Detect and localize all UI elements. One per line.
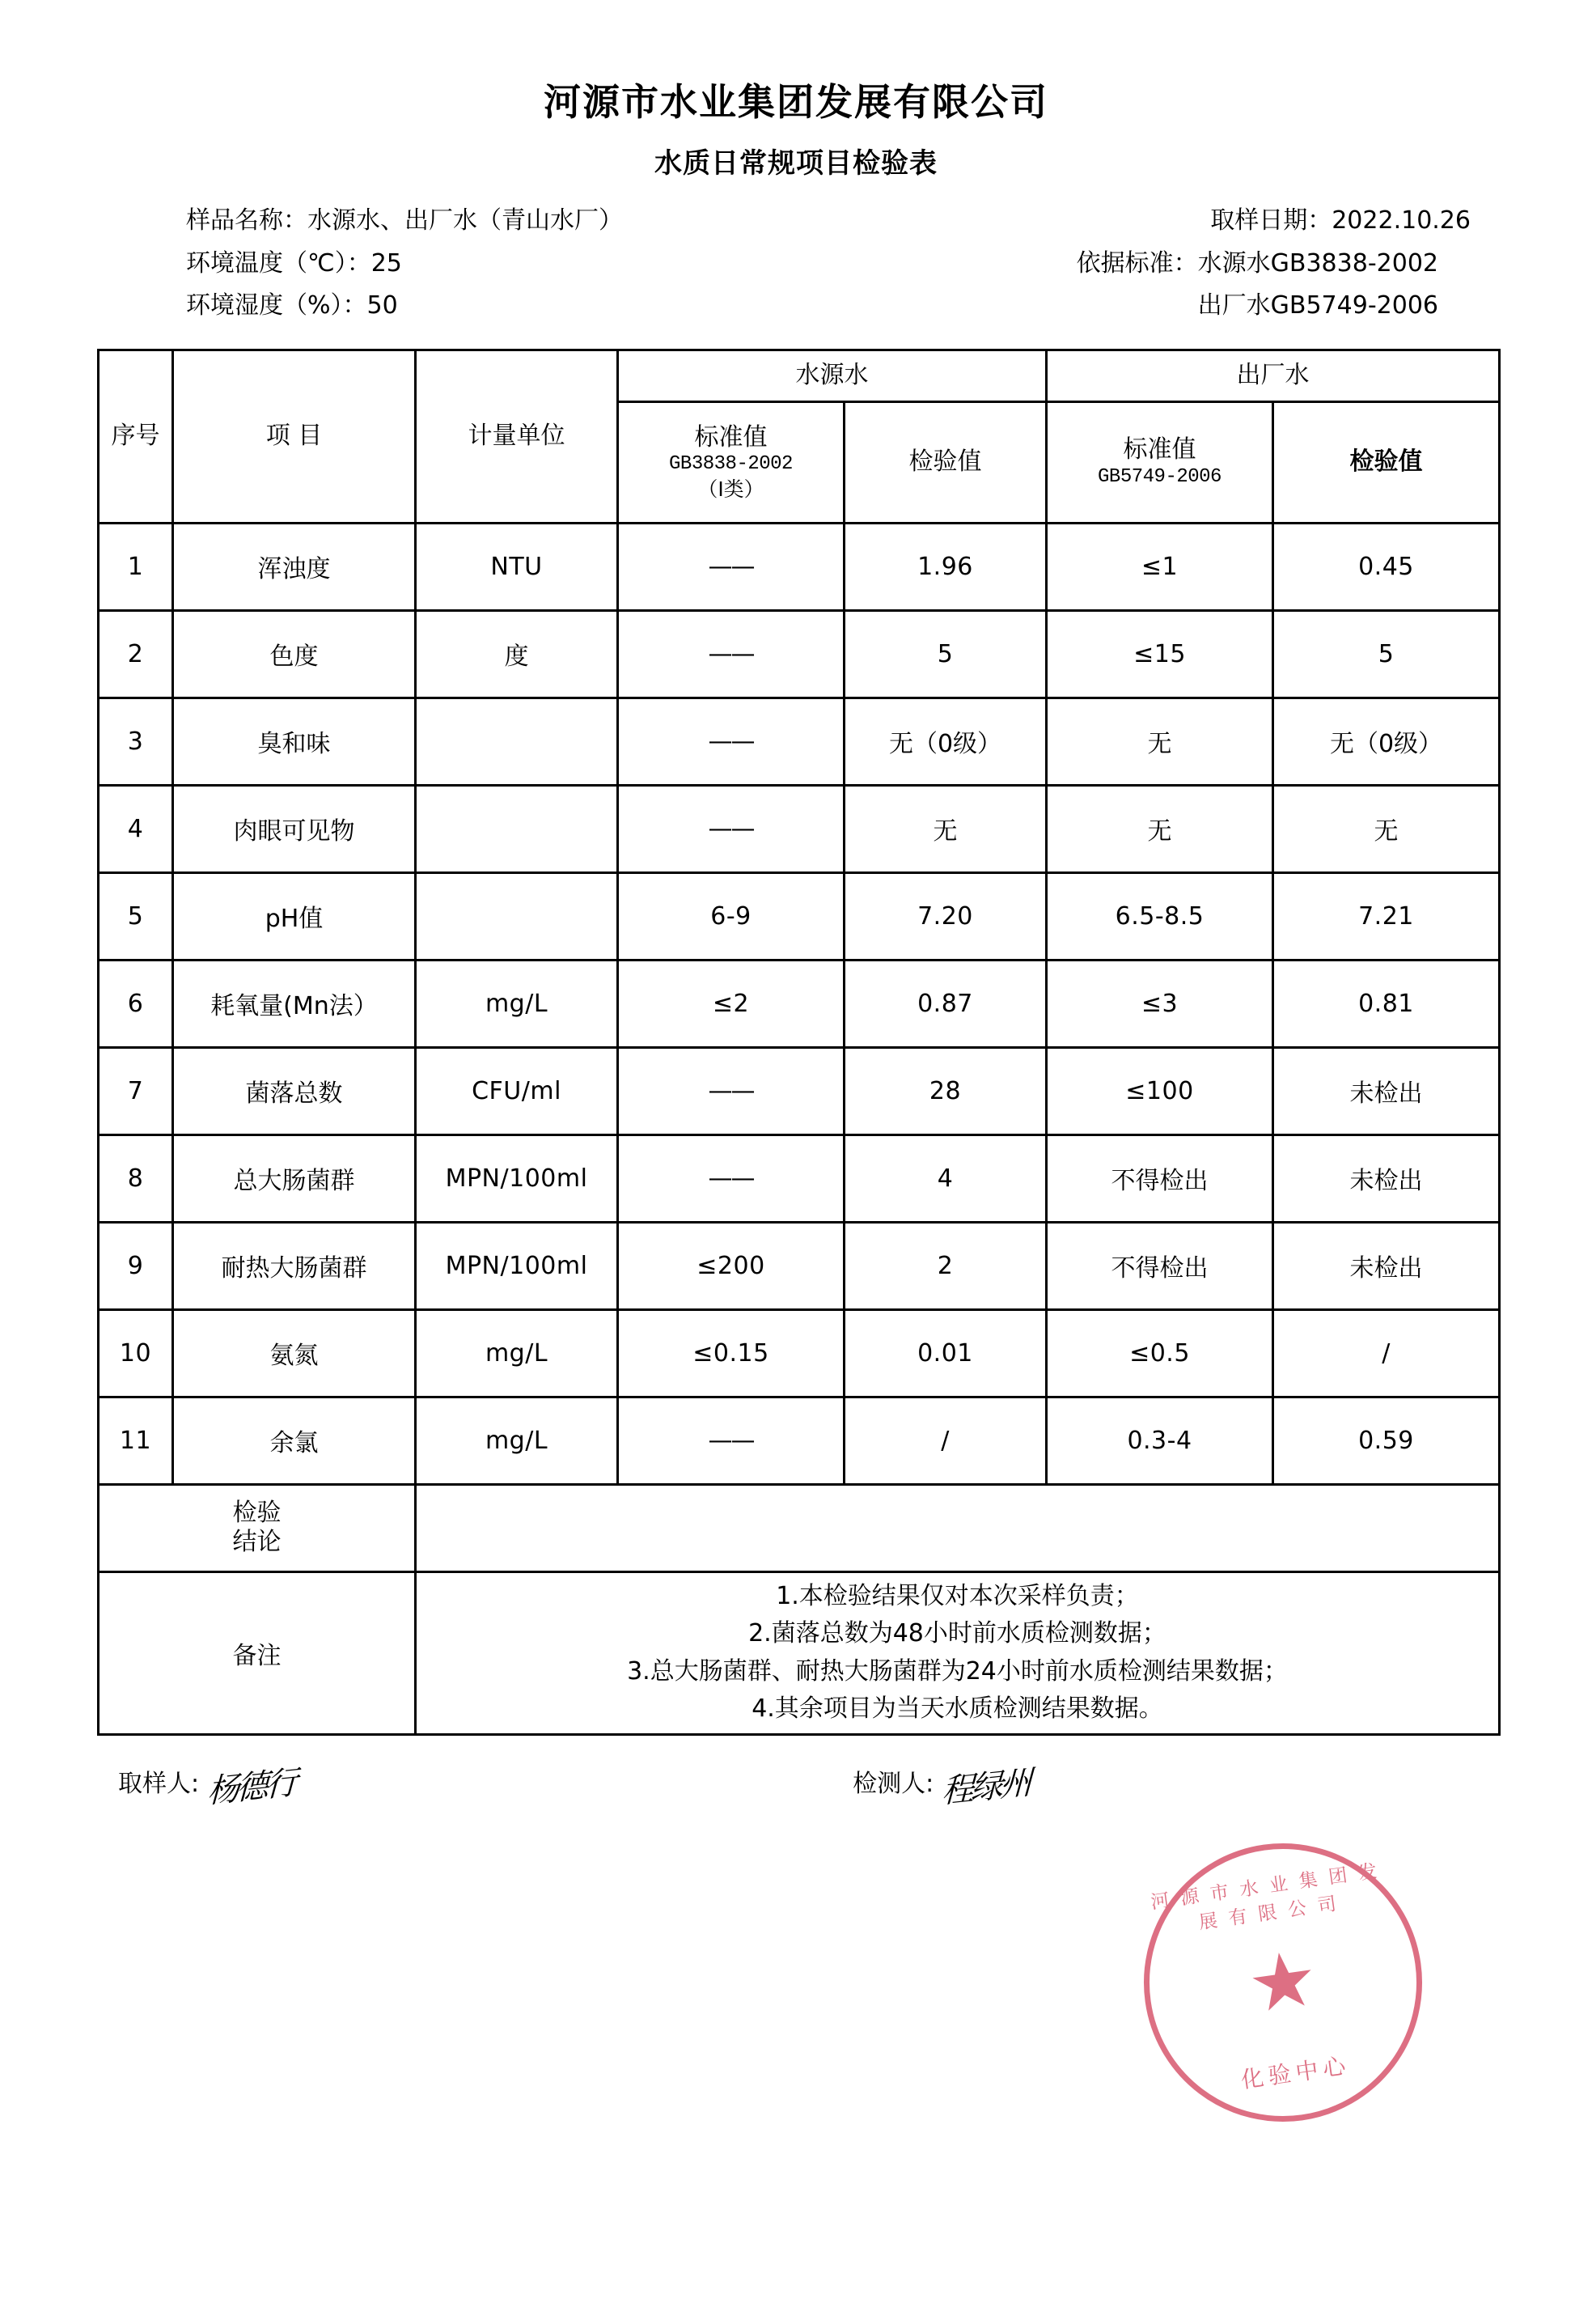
meta-row-humidity bbox=[186, 285, 1471, 328]
col-header-val-source: 检验值 bbox=[845, 401, 1047, 523]
standard-basis-finished: 出厂水GB5749-2006 bbox=[1197, 291, 1438, 320]
row-std-source: 6-9 bbox=[618, 872, 845, 960]
company-seal-stamp bbox=[1126, 1826, 1441, 2140]
row-item: pH值 bbox=[173, 872, 416, 960]
row-std-source: —— bbox=[618, 610, 845, 698]
row-val-source: 4 bbox=[845, 1134, 1047, 1222]
row-std-finished: ≤1 bbox=[1047, 523, 1273, 610]
row-no: 5 bbox=[99, 872, 173, 960]
row-std-source: ≤0.15 bbox=[618, 1309, 845, 1397]
col-header-unit: 计量单位 bbox=[416, 350, 618, 523]
report-title: 水质日常规项目检验表 bbox=[654, 147, 938, 180]
row-val-finished: 7.21 bbox=[1273, 872, 1500, 960]
row-std-finished: ≤100 bbox=[1047, 1047, 1273, 1134]
row-item: 耗氧量(Mn法） bbox=[173, 960, 416, 1047]
row-val-source: 无（0级） bbox=[845, 698, 1047, 785]
row-item: 氨氮 bbox=[173, 1309, 416, 1397]
row-std-finished: 6.5-8.5 bbox=[1047, 872, 1273, 960]
table-row bbox=[99, 698, 1500, 785]
conclusion-label bbox=[99, 1484, 416, 1571]
row-std-source: —— bbox=[618, 698, 845, 785]
col-header-item: 项 目 bbox=[173, 350, 416, 523]
row-val-finished: 0.59 bbox=[1273, 1397, 1500, 1484]
row-val-finished: / bbox=[1273, 1309, 1500, 1397]
table-row bbox=[99, 1047, 1500, 1134]
remark-row bbox=[99, 1571, 1500, 1734]
row-item: 臭和味 bbox=[173, 698, 416, 785]
row-val-source: 2 bbox=[845, 1222, 1047, 1309]
row-no: 9 bbox=[99, 1222, 173, 1309]
col-header-val-finished: 检验值 bbox=[1273, 401, 1500, 523]
row-no: 10 bbox=[99, 1309, 173, 1397]
remark-list bbox=[420, 1578, 1495, 1728]
row-std-finished: 0.3-4 bbox=[1047, 1397, 1273, 1484]
row-val-finished: 0.81 bbox=[1273, 960, 1500, 1047]
std-finished-line1: 标准值 bbox=[1123, 435, 1196, 464]
row-val-source: 0.87 bbox=[845, 960, 1047, 1047]
standard-basis-source: 依据标准：水源水GB3838-2002 bbox=[1076, 248, 1438, 278]
col-header-std-source bbox=[618, 401, 845, 523]
row-unit: mg/L bbox=[416, 1397, 618, 1484]
table-row bbox=[99, 610, 1500, 698]
row-unit: 度 bbox=[416, 610, 618, 698]
ambient-temperature: 环境温度（℃）：25 bbox=[186, 248, 402, 278]
row-no: 2 bbox=[99, 610, 173, 698]
row-unit bbox=[416, 785, 618, 872]
remark-text bbox=[416, 1571, 1500, 1734]
row-item: 肉眼可见物 bbox=[173, 785, 416, 872]
tester-signature: 程绿州 bbox=[941, 1763, 1030, 1811]
row-item: 浑浊度 bbox=[173, 523, 416, 610]
row-std-source: ≤2 bbox=[618, 960, 845, 1047]
row-val-source: 0.01 bbox=[845, 1309, 1047, 1397]
table-row bbox=[99, 1222, 1500, 1309]
sampler-label: 取样人: bbox=[118, 1769, 200, 1798]
std-source-line2: GB3838-2002 bbox=[669, 453, 793, 476]
row-std-source: —— bbox=[618, 1047, 845, 1134]
sampler-signature: 杨德行 bbox=[206, 1763, 295, 1811]
std-finished-line2: GB5749-2006 bbox=[1098, 465, 1222, 488]
row-no: 1 bbox=[99, 523, 173, 610]
std-source-line1: 标准值 bbox=[694, 422, 768, 452]
row-no: 8 bbox=[99, 1134, 173, 1222]
row-std-source: —— bbox=[618, 785, 845, 872]
row-val-finished: 无（0级） bbox=[1273, 698, 1500, 785]
row-std-finished: ≤15 bbox=[1047, 610, 1273, 698]
remark-label: 备注 bbox=[99, 1571, 416, 1734]
row-unit: mg/L bbox=[416, 960, 618, 1047]
tester-label: 检测人: bbox=[853, 1769, 934, 1798]
row-no: 6 bbox=[99, 960, 173, 1047]
report-meta bbox=[97, 200, 1495, 328]
std-source-line3: （Ⅰ类） bbox=[697, 477, 764, 502]
table-row bbox=[99, 1397, 1500, 1484]
row-std-finished: 无 bbox=[1047, 785, 1273, 872]
table-group-header-row bbox=[99, 350, 1500, 401]
star-icon: ★ bbox=[1243, 1935, 1323, 2029]
row-val-source: 1.96 bbox=[845, 523, 1047, 610]
row-std-source: ≤200 bbox=[618, 1222, 845, 1309]
row-val-finished: 未检出 bbox=[1273, 1222, 1500, 1309]
row-val-finished: 0.45 bbox=[1273, 523, 1500, 610]
row-std-source: —— bbox=[618, 523, 845, 610]
remark-item: 2.菌落总数为48小时前水质检测数据； bbox=[748, 1619, 1166, 1648]
row-val-source: 28 bbox=[845, 1047, 1047, 1134]
table-row bbox=[99, 1134, 1500, 1222]
conclusion-row bbox=[99, 1484, 1500, 1571]
row-unit: CFU/ml bbox=[416, 1047, 618, 1134]
row-unit: MPN/100ml bbox=[416, 1222, 618, 1309]
row-item: 余氯 bbox=[173, 1397, 416, 1484]
row-unit: mg/L bbox=[416, 1309, 618, 1397]
signature-area bbox=[97, 1763, 1495, 1811]
row-unit bbox=[416, 872, 618, 960]
meta-row-sample bbox=[186, 200, 1471, 243]
row-item: 色度 bbox=[173, 610, 416, 698]
water-quality-table bbox=[97, 349, 1501, 1736]
remark-item: 3.总大肠菌群、耐热大肠菌群为24小时前水质检测结果数据； bbox=[627, 1656, 1288, 1686]
table-row bbox=[99, 872, 1500, 960]
table-row bbox=[99, 785, 1500, 872]
conclusion-label-line2: 结论 bbox=[232, 1528, 282, 1556]
row-std-finished: ≤3 bbox=[1047, 960, 1273, 1047]
table-row bbox=[99, 1309, 1500, 1397]
conclusion-text bbox=[416, 1484, 1500, 1571]
row-unit: MPN/100ml bbox=[416, 1134, 618, 1222]
meta-row-temp bbox=[186, 243, 1471, 286]
stamp-top-text: 河源市水业集团发展有限公司 bbox=[1149, 1859, 1390, 1934]
row-no: 11 bbox=[99, 1397, 173, 1484]
row-std-finished: 不得检出 bbox=[1047, 1222, 1273, 1309]
sample-date: 取样日期：2022.10.26 bbox=[1210, 206, 1471, 235]
conclusion-label-line1: 检验 bbox=[232, 1499, 282, 1527]
col-header-no: 序号 bbox=[99, 350, 173, 523]
group-header-finished-water: 出厂水 bbox=[1047, 350, 1500, 401]
sample-name: 样品名称：水源水、出厂水（青山水厂） bbox=[186, 206, 623, 235]
row-unit bbox=[416, 698, 618, 785]
row-item: 菌落总数 bbox=[173, 1047, 416, 1134]
col-header-std-finished bbox=[1047, 401, 1273, 523]
row-item: 耐热大肠菌群 bbox=[173, 1222, 416, 1309]
row-std-source: —— bbox=[618, 1134, 845, 1222]
sampler-block bbox=[118, 1763, 295, 1811]
row-item: 总大肠菌群 bbox=[173, 1134, 416, 1222]
tester-block bbox=[853, 1763, 1030, 1811]
stamp-bottom-text: 化验中心 bbox=[1239, 2051, 1353, 2094]
remark-item: 4.其余项目为当天水质检测结果数据。 bbox=[752, 1694, 1163, 1723]
ambient-humidity: 环境湿度（%）：50 bbox=[186, 291, 398, 320]
row-val-finished: 未检出 bbox=[1273, 1047, 1500, 1134]
row-val-source: 无 bbox=[845, 785, 1047, 872]
group-header-source-water: 水源水 bbox=[618, 350, 1047, 401]
row-val-source: 5 bbox=[845, 610, 1047, 698]
row-std-source: —— bbox=[618, 1397, 845, 1484]
table-row bbox=[99, 523, 1500, 610]
row-unit: NTU bbox=[416, 523, 618, 610]
row-val-source: 7.20 bbox=[845, 872, 1047, 960]
row-no: 4 bbox=[99, 785, 173, 872]
remark-item: 1.本检验结果仅对本次采样负责； bbox=[776, 1581, 1139, 1610]
row-std-finished: 无 bbox=[1047, 698, 1273, 785]
row-std-finished: 不得检出 bbox=[1047, 1134, 1273, 1222]
row-no: 7 bbox=[99, 1047, 173, 1134]
row-val-finished: 未检出 bbox=[1273, 1134, 1500, 1222]
row-val-source: / bbox=[845, 1397, 1047, 1484]
row-std-finished: ≤0.5 bbox=[1047, 1309, 1273, 1397]
row-val-finished: 5 bbox=[1273, 610, 1500, 698]
row-val-finished: 无 bbox=[1273, 785, 1500, 872]
row-no: 3 bbox=[99, 698, 173, 785]
company-title: 河源市水业集团发展有限公司 bbox=[544, 80, 1048, 124]
table-row bbox=[99, 960, 1500, 1047]
